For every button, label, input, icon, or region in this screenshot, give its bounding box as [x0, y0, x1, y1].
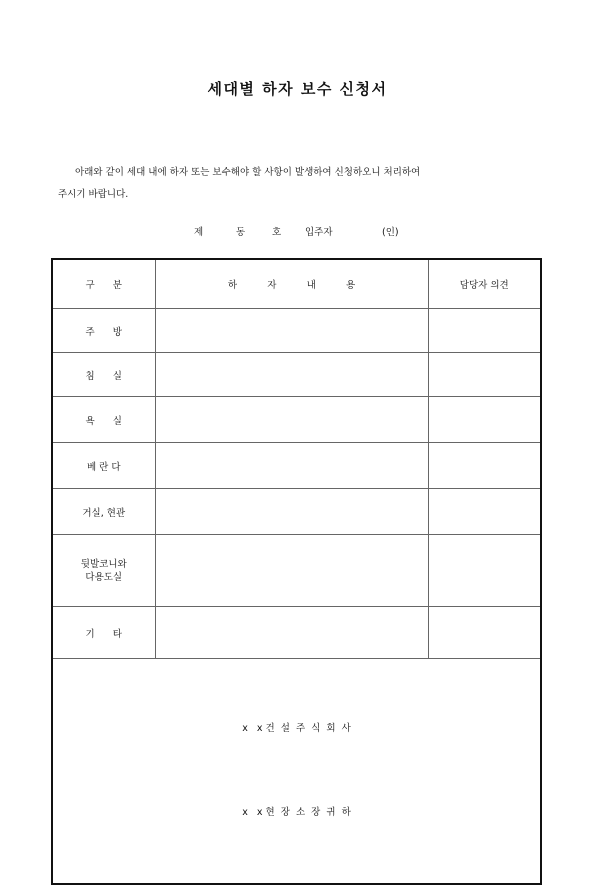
intro-paragraph [58, 162, 538, 206]
header-category: 구 분 [52, 259, 155, 309]
table-row [52, 443, 541, 489]
opinion-cell[interactable] [428, 353, 541, 397]
table-row [52, 535, 541, 607]
opinion-cell[interactable] [428, 309, 541, 353]
opinion-cell[interactable] [428, 607, 541, 659]
table-row [52, 309, 541, 353]
table-footer-row [52, 659, 541, 885]
content-cell[interactable] [155, 443, 428, 489]
table-header-row [52, 259, 541, 309]
company-name: x x 건 설 주 식 회 사 [242, 723, 351, 734]
opinion-cell[interactable] [428, 489, 541, 535]
content-cell[interactable] [155, 535, 428, 607]
row-label: 욕 실 [52, 397, 155, 443]
opinion-cell[interactable] [428, 443, 541, 489]
recipient-line: x x 현 장 소 장 귀 하 [242, 807, 351, 818]
row-label: 주 방 [52, 309, 155, 353]
row-label: 기 타 [52, 607, 155, 659]
sign-resident: 입주자 [305, 227, 333, 238]
table-row [52, 397, 541, 443]
row-label: 침 실 [52, 353, 155, 397]
row-label: 거실, 현관 [52, 489, 155, 535]
defect-request-table [51, 258, 542, 885]
row-label: 베 란 다 [52, 443, 155, 489]
document-title: 세대별 하자 보수 신청서 [207, 80, 388, 98]
content-cell[interactable] [155, 397, 428, 443]
sign-je: 제 [194, 227, 204, 238]
opinion-cell[interactable] [428, 535, 541, 607]
table-row [52, 607, 541, 659]
intro-line-2: 주시기 바랍니다. [58, 189, 129, 200]
content-cell[interactable] [155, 607, 428, 659]
footer-cell [52, 659, 541, 885]
sign-ho: 호 [272, 227, 282, 238]
intro-line-1: 아래와 같이 세대 내에 하자 또는 보수해야 할 사항이 발생하여 신청하오니 처리하여 [75, 167, 421, 178]
content-cell[interactable] [155, 489, 428, 535]
table-row [52, 353, 541, 397]
content-cell[interactable] [155, 353, 428, 397]
sign-seal: (인) [382, 227, 399, 238]
table-row [52, 489, 541, 535]
row-label: 뒷발코니와 다용도실 [52, 535, 155, 607]
content-cell[interactable] [155, 309, 428, 353]
header-content: 하 자 내 용 [155, 259, 428, 309]
sign-dong: 동 [236, 227, 246, 238]
opinion-cell[interactable] [428, 397, 541, 443]
header-opinion: 담당자 의견 [428, 259, 541, 309]
